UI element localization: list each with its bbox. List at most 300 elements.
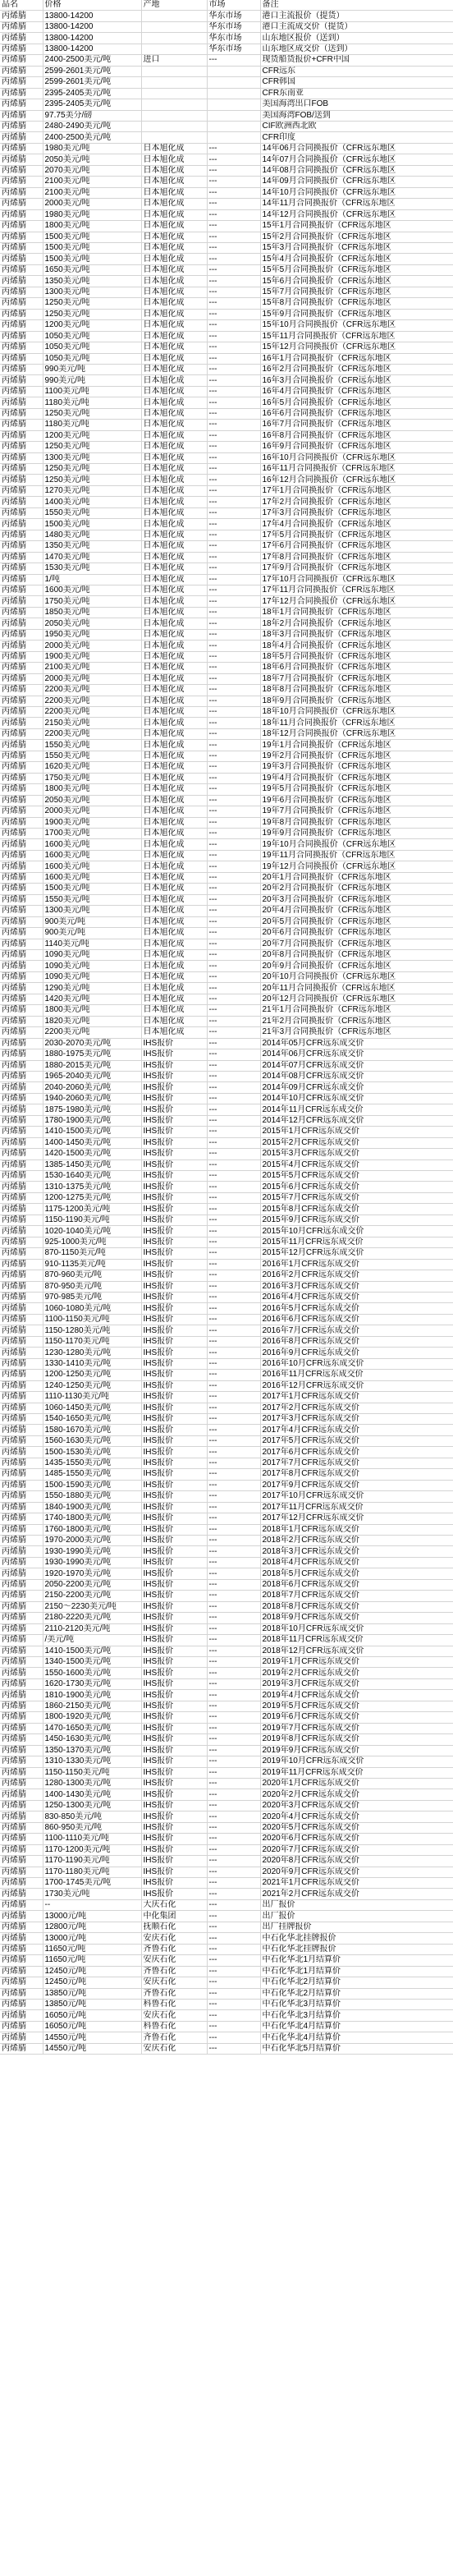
cell-price: 1800美元/吨: [43, 1005, 141, 1016]
cell-market: ---: [207, 983, 260, 994]
cell-origin: [141, 66, 207, 76]
cell-note: 2020年1月CFR远东成交价: [260, 1778, 453, 1789]
cell-note: 2015年9月CFR远东成交价: [260, 1215, 453, 1225]
cell-name: 丙烯腈: [0, 1226, 43, 1237]
cell-market: 华东市场: [207, 44, 260, 54]
table-row: [0, 961, 453, 971]
cell-price: 1560-1630美元/吨: [43, 1435, 141, 1446]
cell-price: 1230-1280美元/吨: [43, 1348, 141, 1358]
cell-note: 18年2月合同换报价（CFR远东地区: [260, 618, 453, 629]
cell-market: ---: [207, 629, 260, 640]
cell-note: 2019年11月CFR远东成交价: [260, 1767, 453, 1778]
cell-price: 1600美元/吨: [43, 585, 141, 596]
cell-origin: IHS报价: [141, 1071, 207, 1081]
cell-note: 山东地区成交价（送到）: [260, 44, 453, 54]
cell-note: 15年1月合同换报价（CFR远东地区: [260, 221, 453, 232]
cell-price: 2200美元/吨: [43, 696, 141, 706]
table-row: [0, 287, 453, 297]
cell-price: 1060-1450美元/吨: [43, 1403, 141, 1413]
cell-name: 丙烯腈: [0, 1159, 43, 1170]
cell-name: 丙烯腈: [0, 1668, 43, 1678]
cell-name: 丙烯腈: [0, 1149, 43, 1159]
cell-name: 丙烯腈: [0, 762, 43, 773]
cell-origin: [141, 11, 207, 21]
cell-name: 丙烯腈: [0, 320, 43, 331]
table-row: [0, 1414, 453, 1425]
table-row: [0, 906, 453, 916]
cell-price: 860-950美元/吨: [43, 1822, 141, 1833]
cell-name: 丙烯腈: [0, 1712, 43, 1723]
table-row: [0, 1469, 453, 1480]
table-row: [0, 1491, 453, 1502]
table-row: [0, 1127, 453, 1137]
table-row: [0, 254, 453, 264]
cell-origin: IHS报价: [141, 1115, 207, 1126]
cell-name: 丙烯腈: [0, 795, 43, 806]
cell-origin: 日本旭化成: [141, 264, 207, 275]
cell-origin: IHS报价: [141, 1127, 207, 1137]
cell-name: 丙烯腈: [0, 232, 43, 242]
cell-origin: IHS报价: [141, 1656, 207, 1667]
cell-market: ---: [207, 1380, 260, 1391]
table-row: [0, 1159, 453, 1170]
cell-origin: IHS报价: [141, 1601, 207, 1612]
cell-market: ---: [207, 541, 260, 552]
cell-origin: 日本旭化成: [141, 232, 207, 242]
table-row: [0, 1027, 453, 1038]
cell-note: 16年7月合同换报价（CFR远东地区: [260, 420, 453, 430]
cell-name: 丙烯腈: [0, 1060, 43, 1071]
cell-name: 丙烯腈: [0, 1270, 43, 1281]
table-row: [0, 1049, 453, 1060]
cell-market: [207, 132, 260, 143]
cell-market: ---: [207, 1822, 260, 1833]
cell-name: 丙烯腈: [0, 530, 43, 540]
cell-market: ---: [207, 1966, 260, 1977]
cell-market: ---: [207, 1435, 260, 1446]
cell-market: ---: [207, 1988, 260, 1999]
cell-origin: 日本旭化成: [141, 961, 207, 971]
cell-name: 丙烯腈: [0, 11, 43, 21]
cell-name: 丙烯腈: [0, 850, 43, 861]
table-row: [0, 507, 453, 518]
cell-market: ---: [207, 386, 260, 397]
table-row: [0, 143, 453, 154]
cell-price: 2100美元/吨: [43, 663, 141, 673]
cell-name: 丙烯腈: [0, 1403, 43, 1413]
cell-price: 1150-1280美元/吨: [43, 1325, 141, 1336]
table-row: [0, 1425, 453, 1435]
cell-origin: 日本旭化成: [141, 353, 207, 364]
cell-market: ---: [207, 1867, 260, 1877]
cell-note: 15年2月合同换报价（CFR远东地区: [260, 232, 453, 242]
cell-origin: IHS报价: [141, 1281, 207, 1292]
cell-note: 中石化华北3月结算价: [260, 2000, 453, 2010]
cell-market: ---: [207, 839, 260, 850]
cell-name: 丙烯腈: [0, 485, 43, 496]
cell-note: 2020年5月CFR远东成交价: [260, 1822, 453, 1833]
cell-price: 1050美元/吨: [43, 331, 141, 342]
cell-origin: 齐鲁石化: [141, 2032, 207, 2043]
cell-name: 丙烯腈: [0, 99, 43, 110]
cell-price: 1250美元/吨: [43, 464, 141, 475]
cell-origin: 抚顺石化: [141, 1922, 207, 1932]
table-row: [0, 1734, 453, 1745]
cell-note: 16年1月合同换报价（CFR远东地区: [260, 353, 453, 364]
cell-origin: 日本旭化成: [141, 718, 207, 728]
cell-price: 1350-1370美元/吨: [43, 1745, 141, 1756]
cell-note: 20年2月合同换报价（CFR远东地区: [260, 884, 453, 894]
table-row: [0, 971, 453, 982]
cell-origin: IHS报价: [141, 1856, 207, 1867]
cell-market: ---: [207, 420, 260, 430]
table-row: [0, 386, 453, 397]
cell-note: 2014年10月CFR远东成交价: [260, 1093, 453, 1104]
table-row: [0, 485, 453, 496]
cell-note: 中石化华北3月结算价: [260, 2010, 453, 2021]
cell-origin: 日本旭化成: [141, 1027, 207, 1038]
cell-price: 1170-1190美元/吨: [43, 1856, 141, 1867]
cell-origin: IHS报价: [141, 1060, 207, 1071]
cell-note: 15年3月合同换报价（CFR远东地区: [260, 242, 453, 253]
table-row: [0, 264, 453, 275]
cell-name: 丙烯腈: [0, 430, 43, 441]
cell-market: ---: [207, 685, 260, 696]
cell-origin: 日本旭化成: [141, 685, 207, 696]
table-row: [0, 1370, 453, 1380]
cell-price: 12450元/吨: [43, 1977, 141, 1988]
cell-name: 丙烯腈: [0, 1778, 43, 1789]
cell-name: 丙烯腈: [0, 1856, 43, 1867]
cell-name: 丙烯腈: [0, 475, 43, 485]
cell-note: 2014年08月CFR远东成交价: [260, 1071, 453, 1081]
cell-market: ---: [207, 1226, 260, 1237]
cell-note: 港口主流成交价（提货）: [260, 21, 453, 32]
cell-name: 丙烯腈: [0, 1745, 43, 1756]
cell-origin: IHS报价: [141, 1314, 207, 1325]
cell-market: ---: [207, 718, 260, 728]
cell-market: ---: [207, 1458, 260, 1468]
cell-name: 丙烯腈: [0, 154, 43, 165]
cell-market: ---: [207, 1811, 260, 1822]
table-row: [0, 894, 453, 905]
table-row: [0, 475, 453, 485]
cell-name: 丙烯腈: [0, 1767, 43, 1778]
cell-origin: 日本旭化成: [141, 784, 207, 795]
cell-note: 美国海湾FOB/送到: [260, 110, 453, 121]
cell-market: ---: [207, 209, 260, 220]
table-row: [0, 707, 453, 718]
cell-name: 丙烯腈: [0, 331, 43, 342]
table-row: [0, 1502, 453, 1513]
cell-origin: 日本旭化成: [141, 651, 207, 662]
table-row: [0, 795, 453, 806]
cell-price: 2599-2601美元/吨: [43, 66, 141, 76]
cell-name: 丙烯腈: [0, 375, 43, 386]
cell-name: 丙烯腈: [0, 949, 43, 960]
cell-market: ---: [207, 276, 260, 287]
cell-name: 丙烯腈: [0, 994, 43, 1004]
cell-origin: 日本旭化成: [141, 949, 207, 960]
table-row: [0, 1955, 453, 1966]
column-header-name: 品名: [0, 0, 43, 11]
cell-name: 丙烯腈: [0, 629, 43, 640]
cell-origin: 齐鲁石化: [141, 1966, 207, 1977]
cell-origin: 日本旭化成: [141, 375, 207, 386]
table-row: [0, 1767, 453, 1778]
table-row: [0, 685, 453, 696]
cell-price: 2000美元/吨: [43, 673, 141, 684]
cell-origin: 日本旭化成: [141, 707, 207, 718]
cell-market: ---: [207, 1137, 260, 1148]
cell-origin: IHS报价: [141, 1535, 207, 1545]
cell-name: 丙烯腈: [0, 1734, 43, 1745]
cell-name: 丙烯腈: [0, 1513, 43, 1524]
cell-market: ---: [207, 1469, 260, 1480]
cell-market: ---: [207, 1425, 260, 1435]
cell-origin: 日本旭化成: [141, 242, 207, 253]
cell-price: 1200美元/吨: [43, 430, 141, 441]
table-row: [0, 1259, 453, 1270]
table-row: [0, 1336, 453, 1347]
cell-note: 18年8月合同换报价（CFR远东地区: [260, 685, 453, 696]
cell-name: 丙烯腈: [0, 1701, 43, 1711]
cell-note: CFR远东: [260, 66, 453, 76]
cell-market: ---: [207, 1712, 260, 1723]
cell-price: 11650元/吨: [43, 1955, 141, 1966]
table-row: [0, 375, 453, 386]
cell-market: ---: [207, 1834, 260, 1844]
cell-price: 1950美元/吨: [43, 629, 141, 640]
cell-name: 丙烯腈: [0, 1678, 43, 1689]
cell-market: ---: [207, 1789, 260, 1800]
cell-market: ---: [207, 1293, 260, 1303]
table-row: [0, 221, 453, 232]
cell-price: 900美元/吨: [43, 916, 141, 927]
cell-note: 2020年3月CFR远东成交价: [260, 1800, 453, 1811]
cell-origin: 日本旭化成: [141, 983, 207, 994]
cell-market: ---: [207, 1546, 260, 1557]
cell-origin: IHS报价: [141, 1171, 207, 1182]
table-row: [0, 1889, 453, 1899]
cell-origin: [141, 110, 207, 121]
cell-name: 丙烯腈: [0, 1215, 43, 1225]
cell-note: 18年10月合同换报价（CFR远东地区: [260, 707, 453, 718]
cell-market: ---: [207, 607, 260, 618]
table-row: [0, 872, 453, 883]
cell-price: 1110-1130美元/吨: [43, 1392, 141, 1403]
cell-price: 1620-1730美元/吨: [43, 1678, 141, 1689]
cell-origin: IHS报价: [141, 1469, 207, 1480]
table-row: [0, 983, 453, 994]
table-row: [0, 1281, 453, 1292]
cell-name: 丙烯腈: [0, 2010, 43, 2021]
cell-market: ---: [207, 408, 260, 419]
cell-origin: 日本旭化成: [141, 828, 207, 838]
cell-price: 900美元/吨: [43, 928, 141, 939]
cell-market: ---: [207, 795, 260, 806]
cell-market: ---: [207, 1248, 260, 1259]
table-row: [0, 1215, 453, 1225]
table-row: [0, 2021, 453, 2032]
cell-note: 2017年7月CFR远东成交价: [260, 1458, 453, 1468]
cell-market: ---: [207, 1192, 260, 1203]
cell-market: ---: [207, 1414, 260, 1425]
cell-market: ---: [207, 939, 260, 949]
cell-name: 丙烯腈: [0, 452, 43, 463]
cell-price: 1470美元/吨: [43, 552, 141, 562]
cell-origin: IHS报价: [141, 1690, 207, 1701]
cell-market: ---: [207, 1038, 260, 1049]
cell-market: ---: [207, 906, 260, 916]
cell-name: 丙烯腈: [0, 209, 43, 220]
column-header-note: 备注: [260, 0, 453, 11]
cell-origin: IHS报价: [141, 1414, 207, 1425]
cell-note: 20年5月合同换报价（CFR远东地区: [260, 916, 453, 927]
table-row: [0, 132, 453, 143]
cell-note: 2020年4月CFR远东成交价: [260, 1811, 453, 1822]
cell-market: ---: [207, 971, 260, 982]
cell-origin: IHS报价: [141, 1546, 207, 1557]
cell-origin: IHS报价: [141, 1093, 207, 1104]
cell-market: ---: [207, 696, 260, 706]
table-row: [0, 209, 453, 220]
cell-name: 丙烯腈: [0, 1182, 43, 1192]
cell-price: 2040-2060美元/吨: [43, 1082, 141, 1093]
cell-price: 1880-2015美元/吨: [43, 1060, 141, 1071]
cell-note: 2019年1月CFR远东成交价: [260, 1656, 453, 1667]
cell-price: 2050-2200美元/吨: [43, 1579, 141, 1590]
cell-name: 丙烯腈: [0, 442, 43, 452]
cell-origin: 日本旭化成: [141, 276, 207, 287]
cell-market: ---: [207, 1480, 260, 1490]
cell-name: 丙烯腈: [0, 651, 43, 662]
table-row: [0, 1171, 453, 1182]
table-row: [0, 828, 453, 838]
table-row: [0, 784, 453, 795]
cell-note: 14年06月合同换报价（CFR远东地区: [260, 143, 453, 154]
table-row: [0, 1966, 453, 1977]
cell-origin: IHS报价: [141, 1668, 207, 1678]
cell-name: 丙烯腈: [0, 2000, 43, 2010]
table-row: [0, 1248, 453, 1259]
cell-price: 2150-2200美元/吨: [43, 1591, 141, 1601]
cell-origin: 日本旭化成: [141, 287, 207, 297]
cell-market: ---: [207, 884, 260, 894]
cell-name: 丙烯腈: [0, 507, 43, 518]
table-row: [0, 1834, 453, 1844]
cell-note: 14年10月合同换报价（CFR远东地区: [260, 187, 453, 198]
cell-note: 2018年12月CFR远东成交价: [260, 1646, 453, 1656]
cell-name: 丙烯腈: [0, 607, 43, 618]
cell-origin: 日本旭化成: [141, 939, 207, 949]
cell-price: 1435-1550美元/吨: [43, 1458, 141, 1468]
cell-name: 丙烯腈: [0, 1800, 43, 1811]
cell-note: 中石化华北2月结算价: [260, 1977, 453, 1988]
cell-origin: IHS报价: [141, 1204, 207, 1215]
table-row: [0, 364, 453, 374]
cell-note: 14年11月合同换报价（CFR远东地区: [260, 199, 453, 209]
cell-origin: IHS报价: [141, 1889, 207, 1899]
table-row: [0, 1789, 453, 1800]
cell-price: 1600美元/吨: [43, 839, 141, 850]
cell-price: 16050元/吨: [43, 2010, 141, 2021]
table-row: [0, 232, 453, 242]
cell-market: ---: [207, 1756, 260, 1767]
table-row: [0, 309, 453, 319]
cell-market: ---: [207, 1447, 260, 1458]
cell-note: 16年4月合同换报价（CFR远东地区: [260, 386, 453, 397]
table-row: [0, 298, 453, 309]
cell-price: 13000元/吨: [43, 1911, 141, 1922]
cell-price: 1420美元/吨: [43, 994, 141, 1004]
cell-name: 丙烯腈: [0, 939, 43, 949]
table-row: [0, 928, 453, 939]
cell-market: ---: [207, 1215, 260, 1225]
cell-name: 丙烯腈: [0, 574, 43, 585]
cell-origin: IHS报价: [141, 1789, 207, 1800]
cell-origin: 日本旭化成: [141, 574, 207, 585]
cell-price: 1965-2040美元/吨: [43, 1071, 141, 1081]
cell-market: ---: [207, 1557, 260, 1568]
cell-market: ---: [207, 574, 260, 585]
table-row: [0, 1656, 453, 1667]
cell-origin: 安庆石化: [141, 2010, 207, 2021]
cell-market: ---: [207, 861, 260, 872]
cell-price: 97.75美分/磅: [43, 110, 141, 121]
cell-price: 1500美元/吨: [43, 232, 141, 242]
cell-market: ---: [207, 1513, 260, 1524]
cell-name: 丙烯腈: [0, 1071, 43, 1081]
table-row: [0, 530, 453, 540]
cell-name: 丙烯腈: [0, 1259, 43, 1270]
cell-origin: 日本旭化成: [141, 177, 207, 187]
cell-name: 丙烯腈: [0, 983, 43, 994]
table-row: [0, 2000, 453, 2010]
cell-name: 丙烯腈: [0, 364, 43, 374]
table-row: [0, 66, 453, 76]
cell-price: 1250-1300美元/吨: [43, 1800, 141, 1811]
cell-price: 13850元/吨: [43, 2000, 141, 2010]
cell-name: 丙烯腈: [0, 1867, 43, 1877]
cell-market: 华东市场: [207, 33, 260, 44]
table-row: [0, 1093, 453, 1104]
table-row: [0, 21, 453, 32]
cell-name: 丙烯腈: [0, 828, 43, 838]
cell-price: 13000元/吨: [43, 1933, 141, 1944]
cell-price: 13800-14200: [43, 11, 141, 21]
cell-name: 丙烯腈: [0, 1425, 43, 1435]
cell-note: 20年12月合同换报价（CFR远东地区: [260, 994, 453, 1004]
cell-note: 2017年4月CFR远东成交价: [260, 1425, 453, 1435]
cell-origin: 日本旭化成: [141, 795, 207, 806]
cell-note: 出厂挂牌报价: [260, 1922, 453, 1932]
cell-price: 1600美元/吨: [43, 861, 141, 872]
cell-price: 2480-2490美元/吨: [43, 121, 141, 131]
cell-name: 丙烯腈: [0, 1414, 43, 1425]
cell-name: 丙烯腈: [0, 1613, 43, 1623]
cell-price: 1150-1170美元/吨: [43, 1336, 141, 1347]
cell-price: 1410-1500美元/吨: [43, 1646, 141, 1656]
cell-origin: 日本旭化成: [141, 585, 207, 596]
table-row: [0, 1380, 453, 1391]
table-row: [0, 1944, 453, 1954]
cell-market: ---: [207, 1568, 260, 1579]
table-row: [0, 44, 453, 54]
cell-market: ---: [207, 894, 260, 905]
cell-price: 2110-2120美元/吨: [43, 1623, 141, 1634]
cell-market: ---: [207, 254, 260, 264]
